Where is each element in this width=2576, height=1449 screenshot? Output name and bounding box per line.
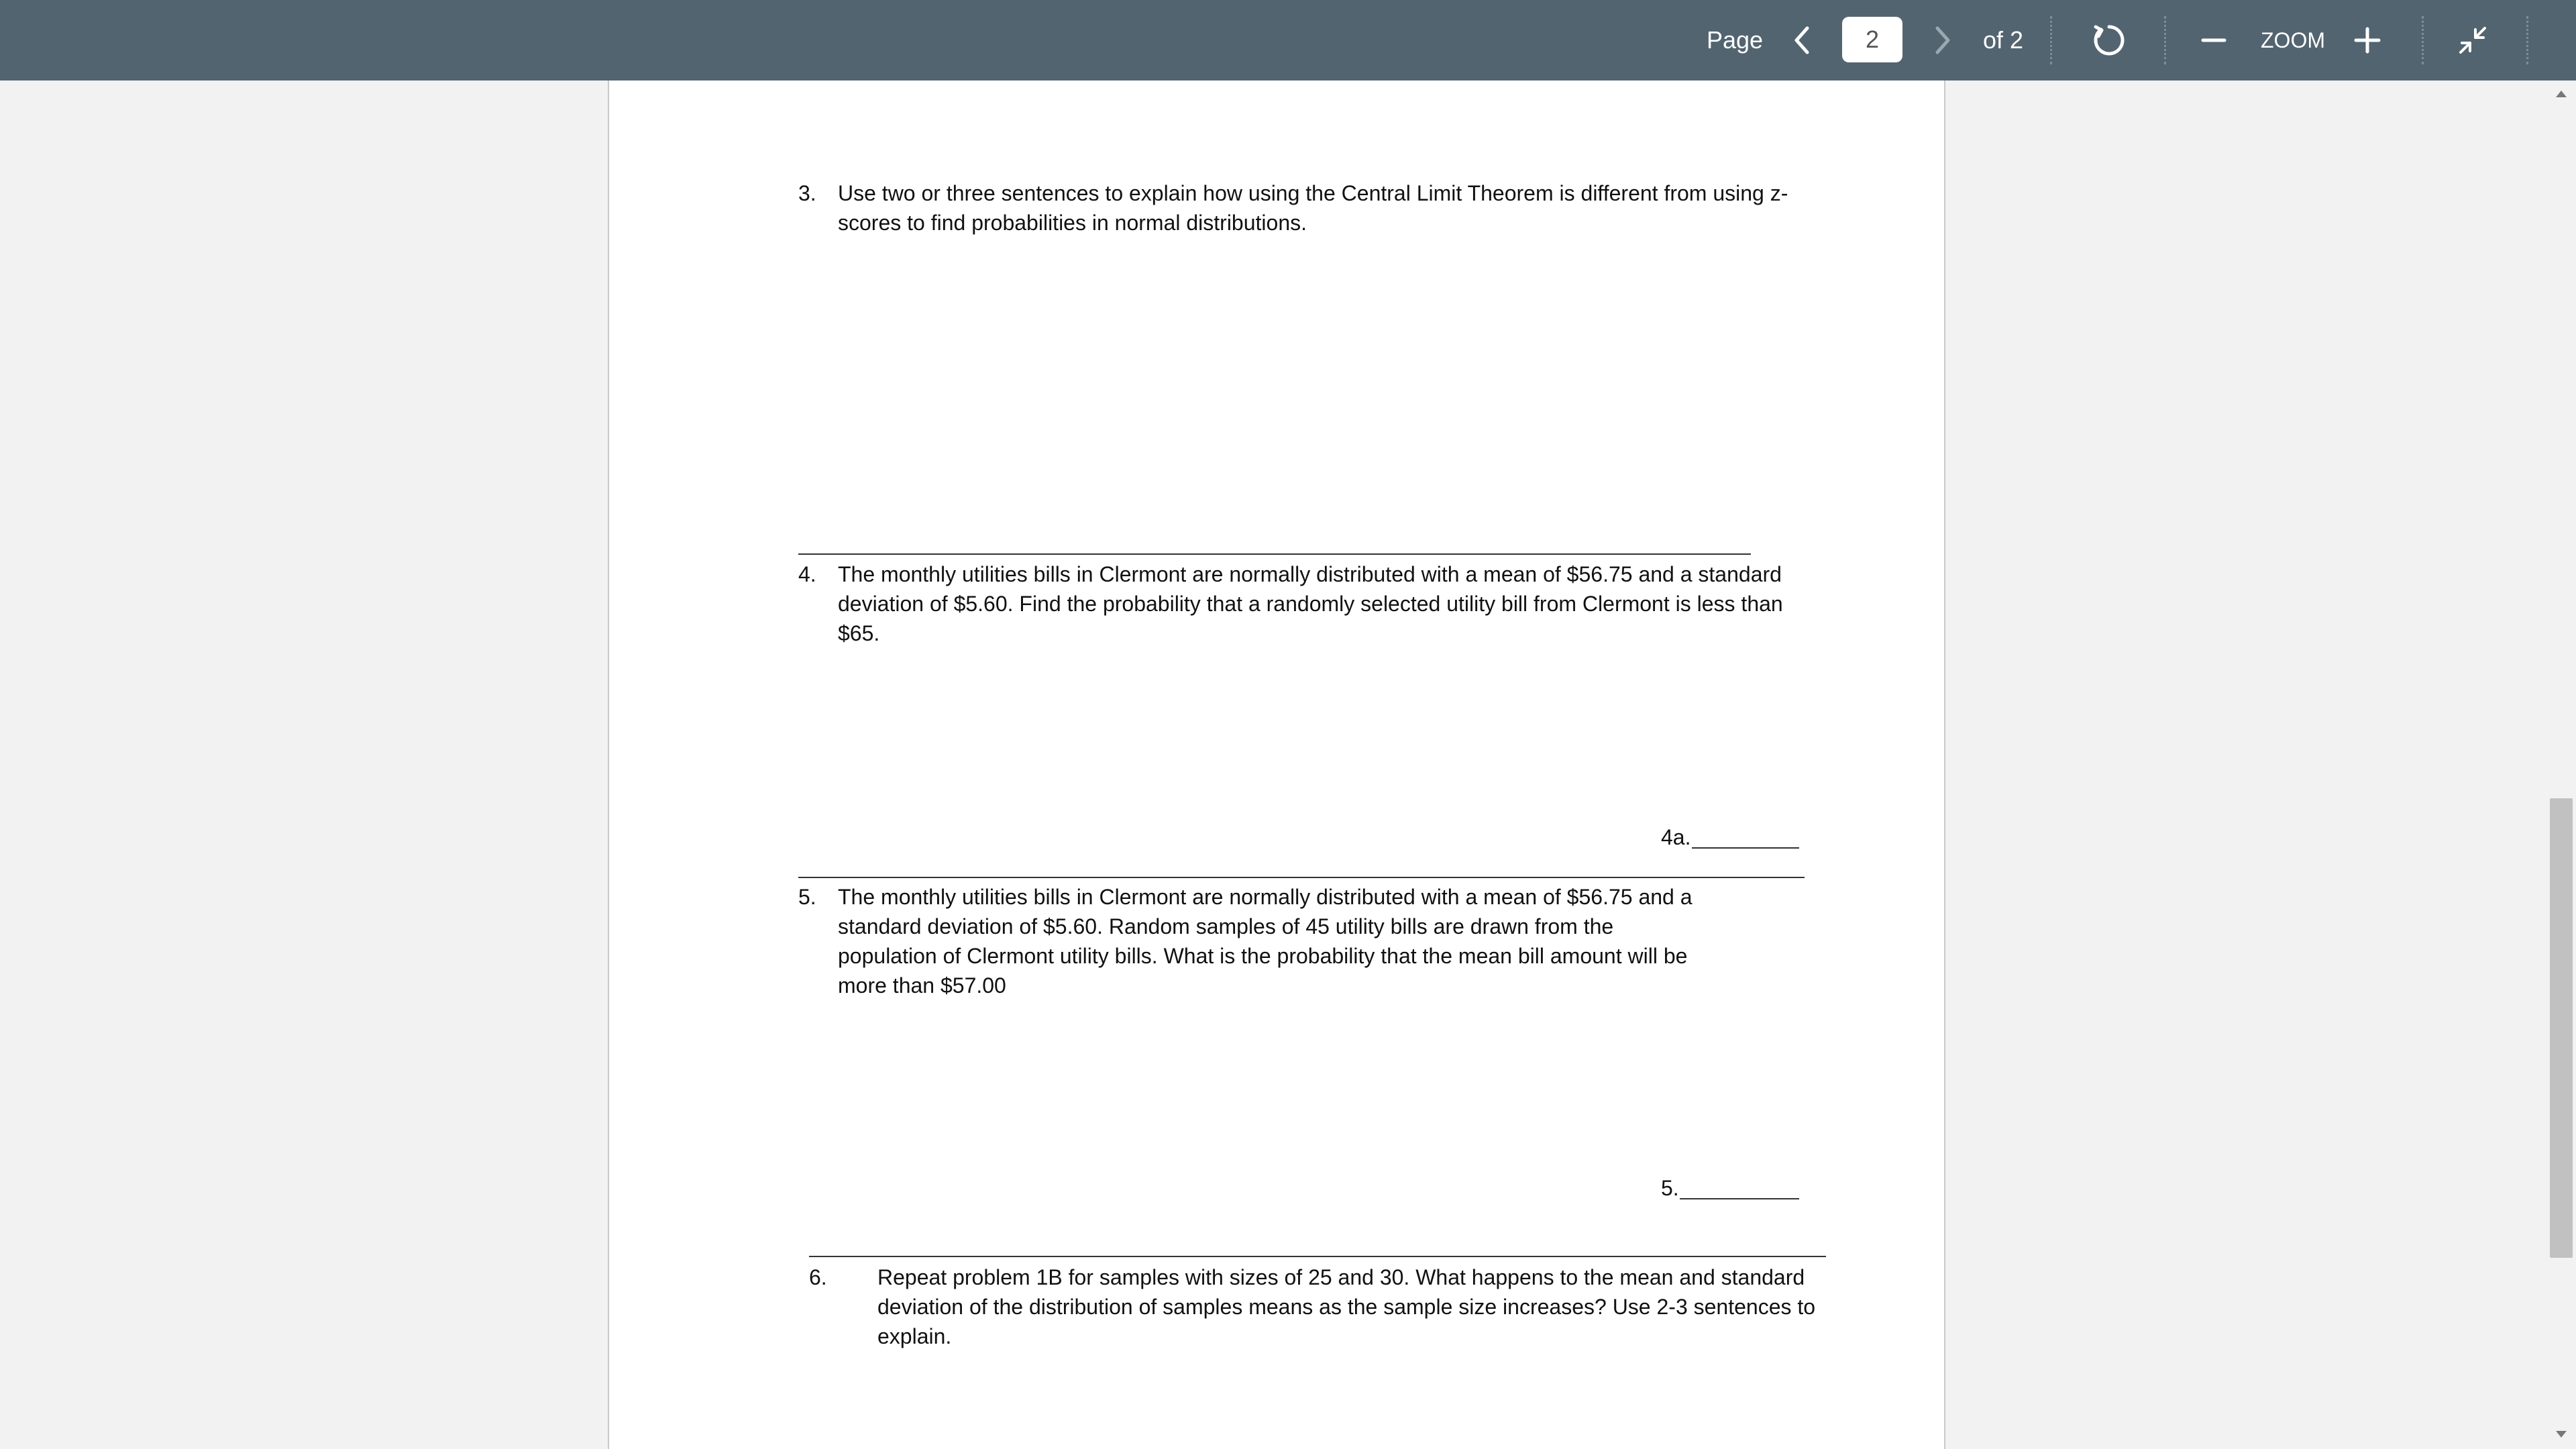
toolbar-separator (2050, 16, 2052, 64)
question-text-line: scores to find probabilities in normal distributions. (838, 211, 1307, 235)
toolbar-separator (2526, 16, 2528, 64)
scrollbar-thumb[interactable] (2550, 798, 2573, 1258)
minus-icon[interactable] (2200, 0, 2227, 80)
chevron-right-icon[interactable] (1929, 0, 1956, 80)
zoom-label: ZOOM (2261, 28, 2325, 52)
section-divider (809, 1256, 1826, 1257)
question-text-line: Repeat problem 1B for samples with sizes of 25 and 30. What happens to the mean and standard (877, 1265, 1805, 1289)
page-number-input[interactable]: 2 (1842, 17, 1902, 62)
section-divider (798, 553, 1751, 555)
page-label: Page (1707, 26, 1764, 54)
question-text-line: explain. (877, 1324, 952, 1348)
question-number: 3. (798, 181, 816, 205)
question-text-line: deviation of the distribution of samples means as the sample size increases? Use 2-3 sentences to (877, 1295, 1816, 1319)
answer-blank (1692, 847, 1799, 849)
question-number: 4. (798, 562, 816, 586)
document-page (608, 80, 1945, 1449)
toolbar-separator (2422, 16, 2424, 64)
question-text-line: population of Clermont utility bills. What is the probability that the mean bill amount will be (838, 944, 1688, 968)
question-text-line: deviation of $5.60. Find the probability that a randomly selected utility bill from Clermont is less than (838, 592, 1783, 616)
total-pages-label: of 2 (1983, 26, 2024, 54)
question-text-line: $65. (838, 621, 880, 645)
section-divider (798, 877, 1805, 878)
scroll-up-arrow-icon[interactable] (2555, 87, 2568, 101)
question-text-line: standard deviation of $5.60. Random samples of 45 utility bills are drawn from the (838, 914, 1614, 938)
vertical-scrollbar[interactable] (2546, 80, 2576, 1449)
question-number: 5. (798, 885, 816, 909)
answer-blank (1680, 1198, 1799, 1199)
question-text-line: The monthly utilities bills in Clermont are normally distributed with a mean of $56.75 and a (838, 885, 1693, 909)
answer-label: 5. (1661, 1176, 1679, 1200)
rotate-icon[interactable] (2090, 0, 2128, 80)
answer-label: 4a. (1661, 825, 1691, 849)
collapse-icon[interactable] (2455, 0, 2490, 80)
question-number: 6. (809, 1265, 827, 1289)
toolbar-separator (2164, 16, 2166, 64)
chevron-left-icon[interactable] (1788, 0, 1815, 80)
plus-icon[interactable] (2353, 0, 2381, 80)
question-text-line: more than $57.00 (838, 973, 1006, 998)
pdf-toolbar (0, 0, 2576, 80)
scroll-down-arrow-icon[interactable] (2555, 1428, 2568, 1441)
question-text-line: Use two or three sentences to explain how using the Central Limit Theorem is different from using z- (838, 181, 1788, 205)
question-text-line: The monthly utilities bills in Clermont are normally distributed with a mean of $56.75 and a standard (838, 562, 1782, 586)
